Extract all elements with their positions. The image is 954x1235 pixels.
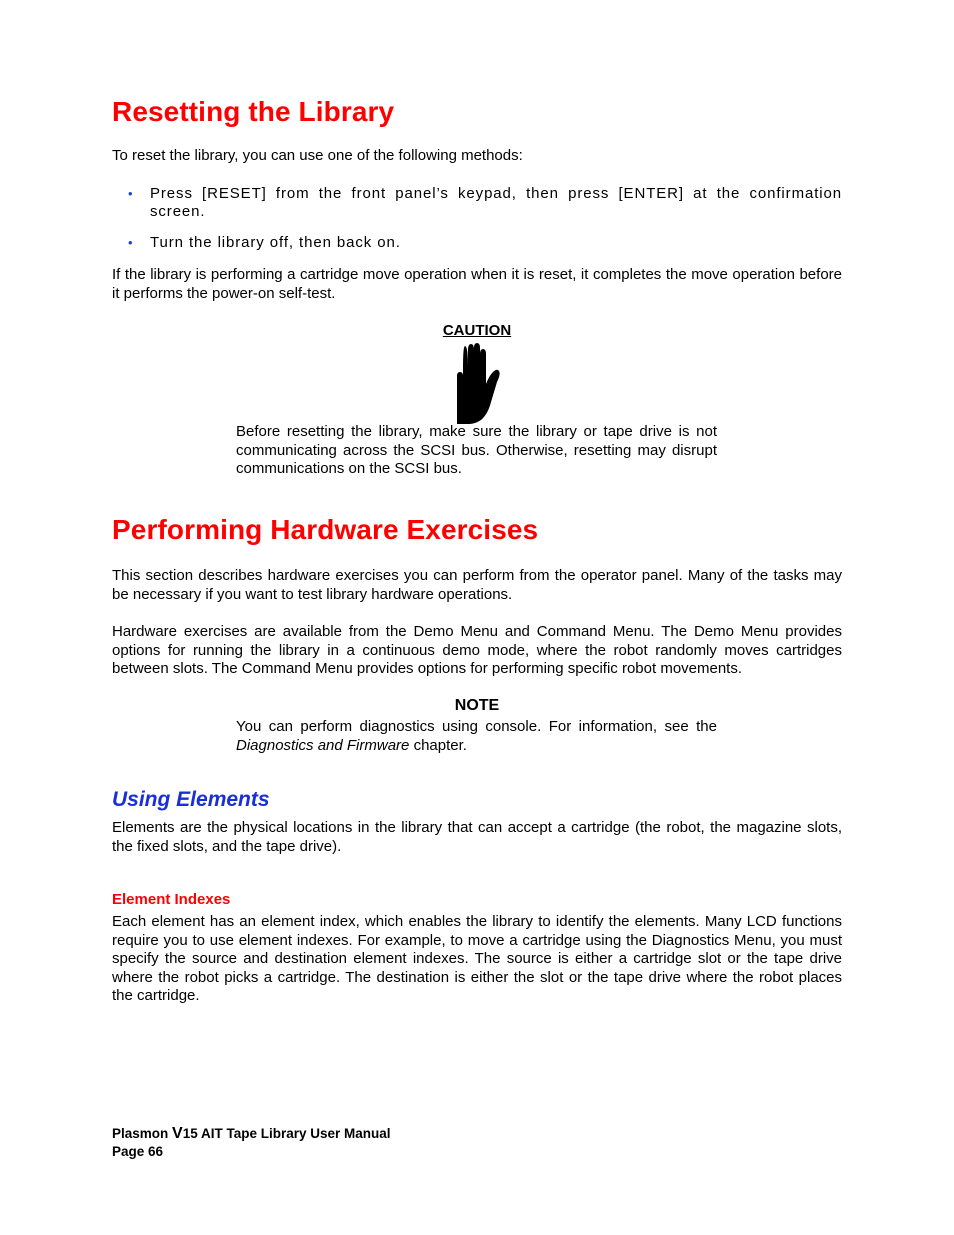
reset-methods-list bbox=[128, 185, 842, 252]
chapter-reference: Diagnostics and Firmware bbox=[236, 736, 410, 754]
note-text-part: chapter. bbox=[409, 736, 467, 754]
footer-title bbox=[112, 1125, 391, 1143]
hardware-intro-text: This section describes hardware exercises you can perform from the operator panel. Many of the tasks may be necessary if you want to test library hardware operations. bbox=[112, 567, 842, 603]
list-item-text: Press [RESET] from the front panel’s keypad, then press [ENTER] at the confirmation screen. bbox=[150, 185, 842, 220]
bullet-dot: • bbox=[128, 186, 133, 201]
list-item bbox=[128, 185, 842, 221]
list-item bbox=[128, 234, 842, 252]
note-label: NOTE bbox=[454, 697, 500, 714]
elements-text: Elements are the physical locations in the library that can accept a cartridge (the robot, the magazine slots, the fixed slots, and the tape drive). bbox=[112, 819, 842, 855]
page-number: Page 66 bbox=[112, 1144, 164, 1159]
reset-behavior-text: If the library is performing a cartridge move operation when it is reset, it completes the move operation before it performs the power-on self-test. bbox=[112, 266, 842, 302]
bullet-dot: • bbox=[128, 235, 133, 250]
footer-title-part: V bbox=[172, 1125, 183, 1142]
reset-intro-text: To reset the library, you can use one of the following methods: bbox=[112, 147, 523, 164]
element-indexes-text: Each element has an element index, which enables the library to identify the elements. Many LCD functions require you to use element indexes. For example, to move a cartridge using the Diagnostics Menu, you must specify the source and destination element indexes. The source is either a cartridge slot or the tape drive where the robot picks a cartridge. The destination is either the slot or the tape drive where the robot places the cartridge. bbox=[112, 913, 842, 1005]
caution-label: CAUTION bbox=[442, 322, 512, 339]
section-heading-resetting: Resetting the Library bbox=[112, 96, 395, 127]
section-heading-hardware-exercises: Performing Hardware Exercises bbox=[112, 514, 539, 545]
list-item-text: Turn the library off, then back on. bbox=[150, 234, 401, 251]
caution-text: Before resetting the library, make sure the library or tape drive is not communicating across the SCSI bus. Otherwise, resetting may disrupt communications on the SCSI bus. bbox=[236, 423, 717, 478]
note-text bbox=[236, 718, 717, 755]
hand-stop-icon bbox=[451, 342, 503, 426]
note-text-part: You can perform diagnostics using console. For information, see the bbox=[236, 718, 717, 735]
subsection-heading-using-elements: Using Elements bbox=[112, 788, 270, 811]
hardware-menus-text: Hardware exercises are available from the Demo Menu and Command Menu. The Demo Menu provides options for running the library in a continuous demo mode, where the robot randomly moves cartridges between slots. The Command Menu provides options for performing specific robot movements. bbox=[112, 623, 842, 678]
page-footer bbox=[112, 1125, 391, 1161]
subheading-element-indexes: Element Indexes bbox=[112, 891, 231, 908]
footer-title-part: Plasmon bbox=[112, 1126, 173, 1141]
footer-title-part: 15 AIT Tape Library User Manual bbox=[182, 1126, 391, 1141]
